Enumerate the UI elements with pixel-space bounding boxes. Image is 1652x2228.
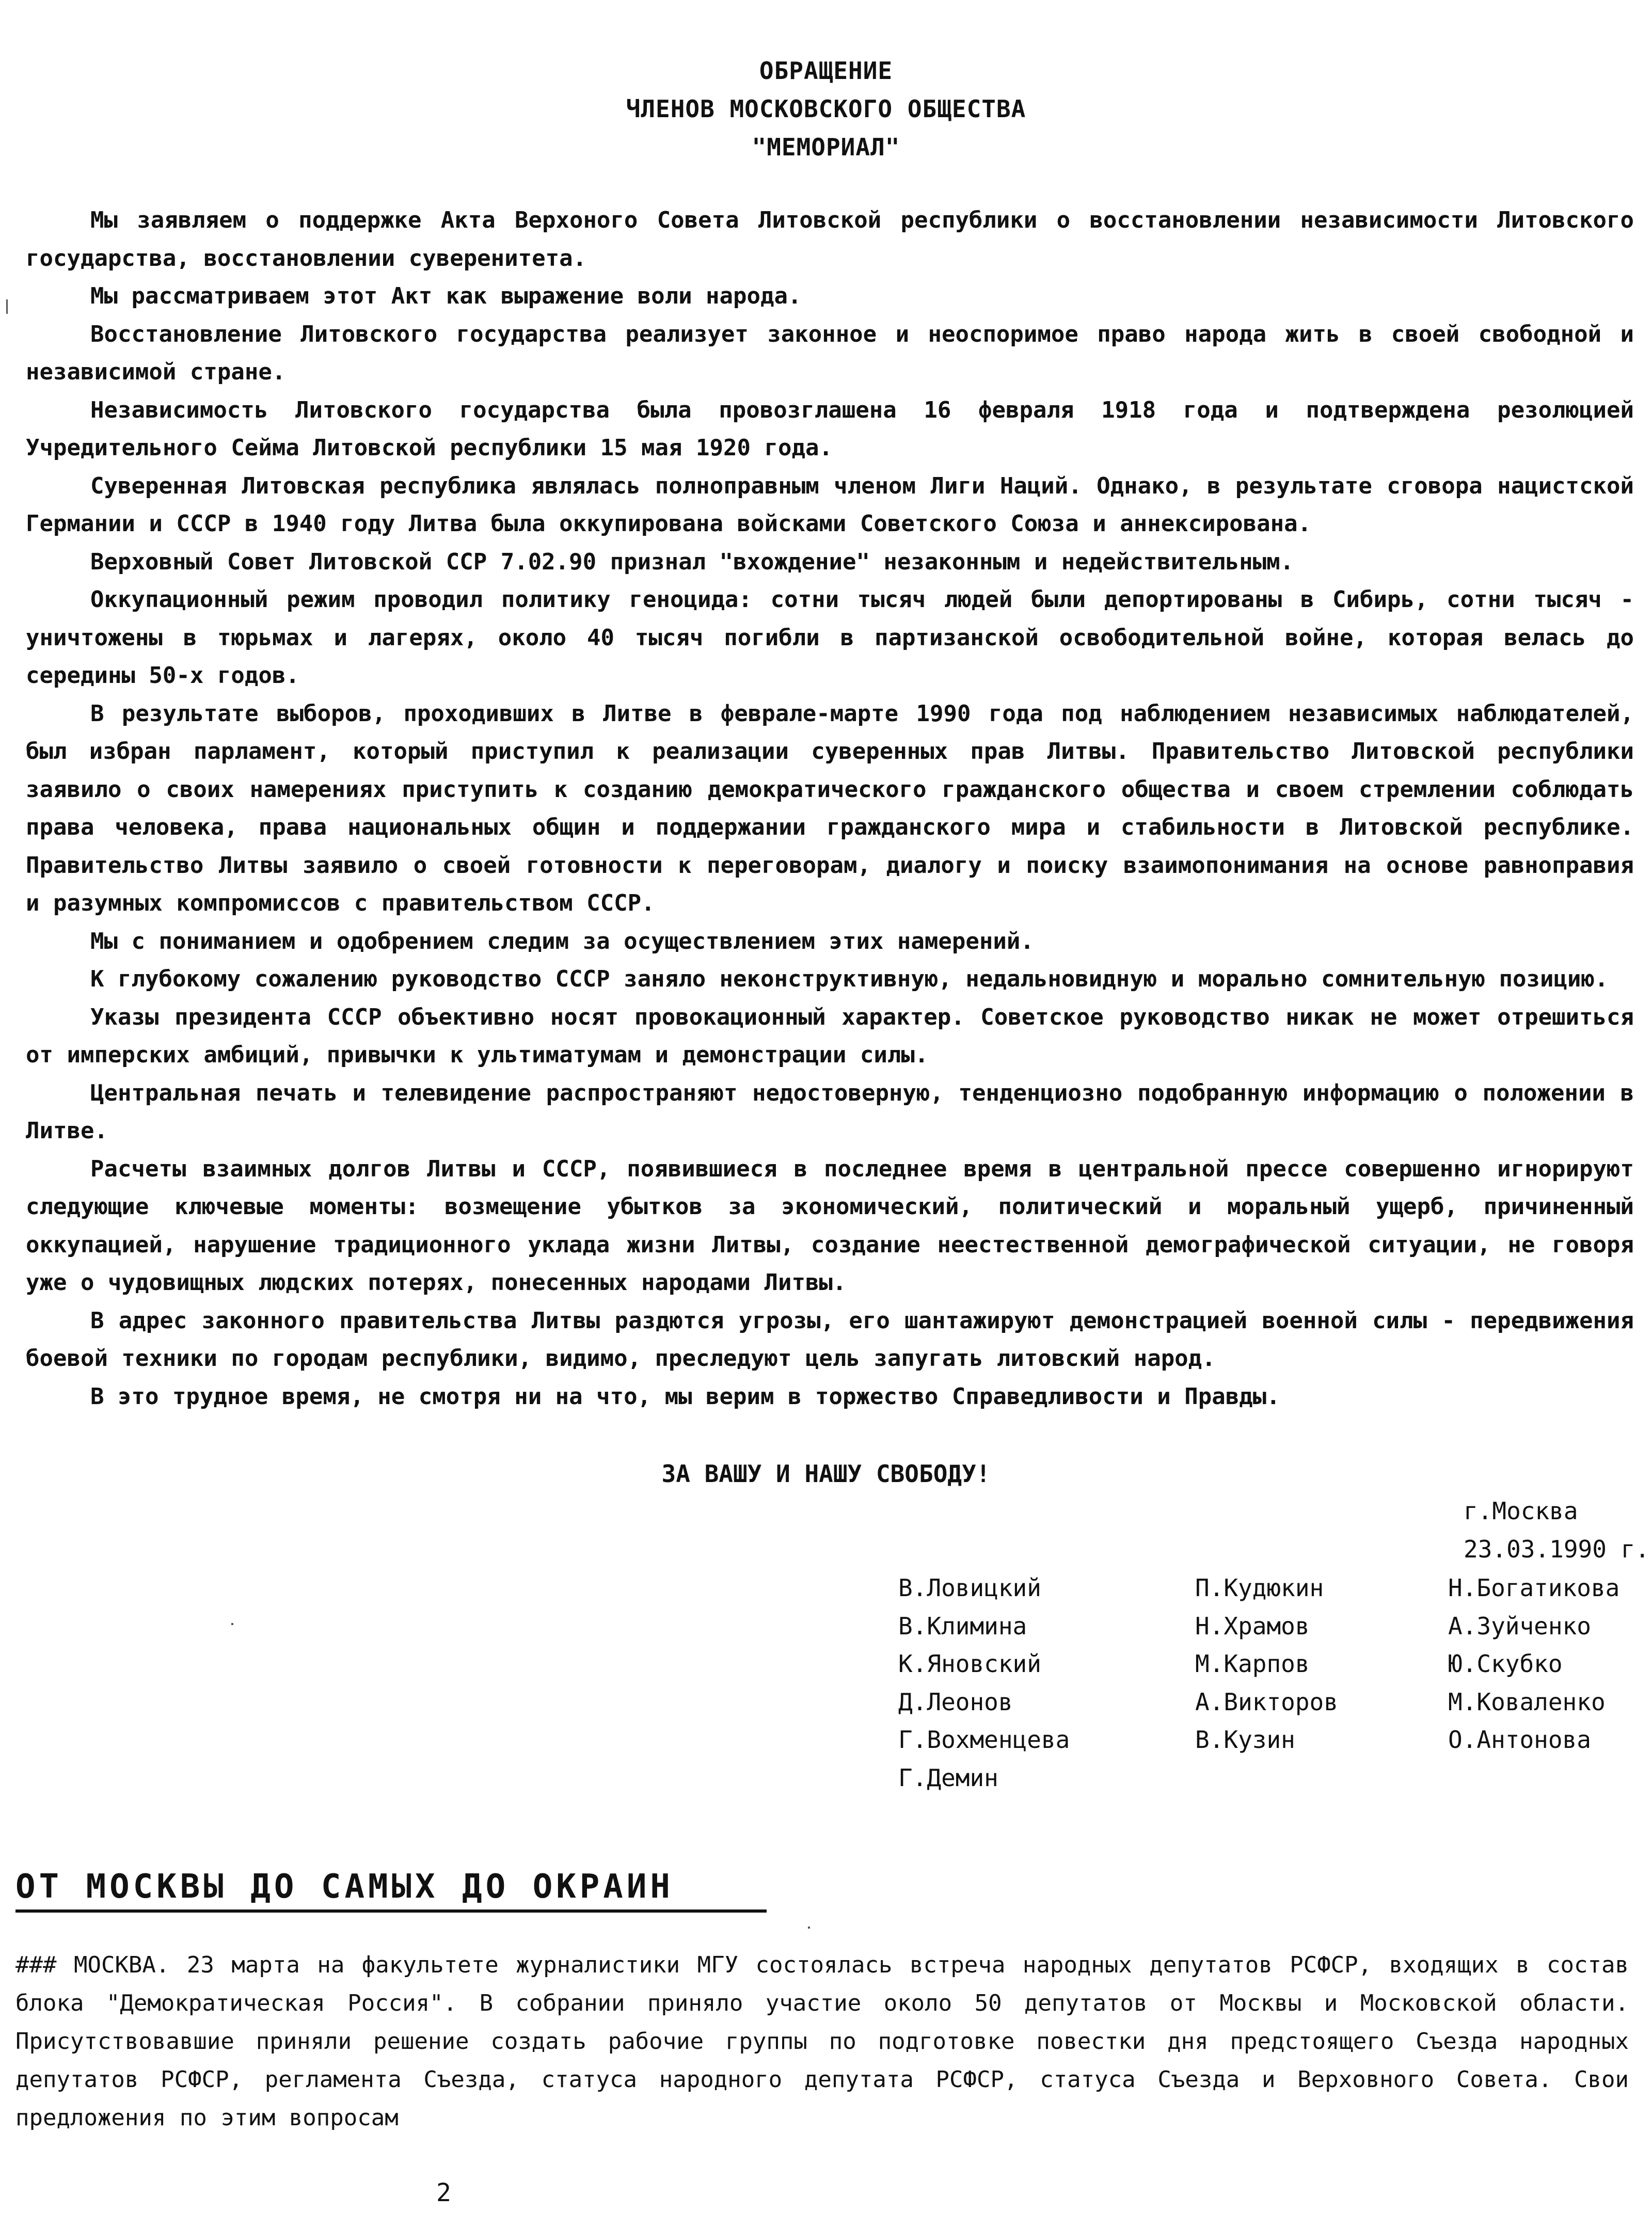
- appeal-paragraph: Расчеты взаимных долгов Литвы и СССР, появившиеся в последнее время в центральной прессе совершенно игнорируют следующие ключевые моменты: возмещение убытков за экономический, политический и моральный ущерб, причиненный оккупацией, нарушение традиционного уклада жизни Литвы, создание неестественной демографической ситуации, не говоря уже о чудовищных людских потерях, понесенных народами Литвы.: [26, 1155, 1634, 1296]
- signatory-name: П.Кудюкин: [1195, 1574, 1324, 1602]
- title-line: ЧЛЕНОВ МОСКОВСКОГО ОБЩЕСТВА: [626, 95, 1026, 123]
- place-and-date: [1464, 1492, 1649, 1568]
- signatories-column-1: [898, 1569, 1070, 1797]
- appeal-paragraph: Мы рассматриваем этот Акт как выражение воли народа.: [90, 283, 802, 309]
- signatory-name: А.Викторов: [1195, 1688, 1338, 1716]
- signatory-name: Н.Богатикова: [1448, 1574, 1620, 1602]
- appeal-paragraph: Верховный Совет Литовской ССР 7.02.90 признал "вхождение" незаконным и недействительным.: [90, 548, 1294, 575]
- signatory-name: Ю.Скубко: [1448, 1650, 1563, 1678]
- signatory-name: Г.Вохменцева: [898, 1726, 1070, 1754]
- signatory-name: В.Климина: [898, 1612, 1027, 1640]
- appeal-paragraph: Оккупационный режим проводил политику геноцида: сотни тысяч людей были депортированы в Сибирь, сотни тысяч - уничтожены в тюрьмах и лагерях, около 40 тысяч погибли в партизанской освободительной войне, которая велась до середины 50-х годов.: [26, 586, 1634, 689]
- date: 23.03.1990 г.: [1464, 1535, 1650, 1563]
- section-heading: ОТ МОСКВЫ ДО САМЫХ ДО ОКРАИН: [15, 1868, 674, 1906]
- signatory-name: О.Антонова: [1448, 1726, 1591, 1754]
- appeal-paragraph: Центральная печать и телевидение распространяют недостоверную, тенденциозно подобранную информацию о положении в Литве.: [26, 1079, 1634, 1144]
- appeal-paragraph: Независимость Литовского государства была провозглашена 16 февраля 1918 года и подтверждена резолюцией Учредительного Сейма Литовской республики 15 мая 1920 года.: [26, 396, 1634, 461]
- appeal-paragraph: Указы президента СССР объективно носят провокационный характер. Советское руководство никак не может отрешиться от имперских амбиций, привычки к ультиматумам и демонстрации силы.: [26, 1004, 1634, 1068]
- signatory-name: А.Зуйченко: [1448, 1612, 1591, 1640]
- signatory-name: К.Яновский: [898, 1650, 1041, 1678]
- title-line: ОБРАЩЕНИЕ: [759, 57, 893, 85]
- appeal-paragraph: К глубокому сожалению руководство СССР заняло неконструктивную, недальновидную и морально сомнительную позицию.: [90, 966, 1609, 992]
- signatory-name: В.Ловицкий: [898, 1574, 1041, 1602]
- signatory-name: М.Коваленко: [1448, 1688, 1606, 1716]
- signatory-name: В.Кузин: [1195, 1726, 1295, 1754]
- signatory-name: М.Карпов: [1195, 1650, 1310, 1678]
- section-heading-underline: [15, 1909, 767, 1913]
- signatory-name: Г.Демин: [898, 1763, 998, 1792]
- scan-speck: [231, 1623, 233, 1625]
- appeal-paragraph: Восстановление Литовского государства реализует законное и неоспоримое право народа жить в своей свободной и независимой стране.: [26, 321, 1634, 385]
- signatories-column-2: [1195, 1569, 1338, 1759]
- signatory-name: Н.Храмов: [1195, 1612, 1310, 1640]
- news-item: [15, 1946, 1629, 2137]
- motto: ЗА ВАШУ И НАШУ СВОБОДУ!: [661, 1460, 991, 1488]
- appeal-paragraph: Суверенная Литовская республика являлась полноправным членом Лиги Наций. Однако, в результате сговора нацистской Германии и СССР в 1940 году Литва была оккупирована войсками Советского Союза и аннексирована.: [26, 472, 1634, 537]
- scan-speck: [6, 299, 8, 314]
- news-text: ### МОСКВА. 23 марта на факультете журналистики МГУ состоялась встреча народных депутатов РСФСР, входящих в состав блока "Демократическая Россия". В собрании приняло участие около 50 депутатов от Москвы и Московской области. Присутствовавшие приняли решение создать рабочие группы по подготовке повестки дня предстоящего Съезда народных депутатов РСФСР, регламента Съезда, статуса народного депутата РСФСР, статуса Съезда и Верховного Совета. Свои предложения по этим вопросам: [15, 1952, 1629, 2131]
- place: г.Москва: [1464, 1497, 1578, 1525]
- appeal-paragraph: Мы заявляем о поддержке Акта Верхоного Совета Литовской республики о восстановлении независимости Литовского государства, восстановлении суверенитета.: [26, 207, 1634, 272]
- title-line: "МЕМОРИАЛ": [752, 133, 900, 161]
- page-number: 2: [436, 2178, 451, 2207]
- appeal-title: [0, 52, 1652, 166]
- appeal-paragraph: В адрес законного правительства Литвы раздются угрозы, его шантажируют демонстрацией военной силы - передвижения боевой техники по городам республики, видимо, преследуют цель запугать литовский народ.: [26, 1307, 1634, 1372]
- appeal-paragraph: Мы с пониманием и одобрением следим за осуществлением этих намерений.: [90, 928, 1034, 954]
- appeal-paragraph: В результате выборов, проходивших в Литве в феврале-марте 1990 года под наблюдением независимых наблюдателей, был избран парламент, который приступил к реализации суверенных прав Литвы. Правительство Литовской республики заявило о своих намерениях приступить к созданию демократического гражданского общества и своем стремлении соблюдать права человека, права национальных общин и поддержании гражданского мира и стабильности в Литовской республике. Правительство Литвы заявило о своей готовности к переговорам, диалогу и поиску взаимопонимания на основе равноправия и разумных компромиссов с правительством СССР.: [26, 700, 1634, 916]
- signatory-name: Д.Леонов: [898, 1688, 1013, 1716]
- scan-speck: [808, 1927, 810, 1929]
- appeal-paragraph: В это трудное время, не смотря ни на что, мы верим в торжество Справедливости и Правды.: [90, 1383, 1280, 1410]
- signatories-column-3: [1448, 1569, 1619, 1759]
- appeal-body: [26, 201, 1634, 1415]
